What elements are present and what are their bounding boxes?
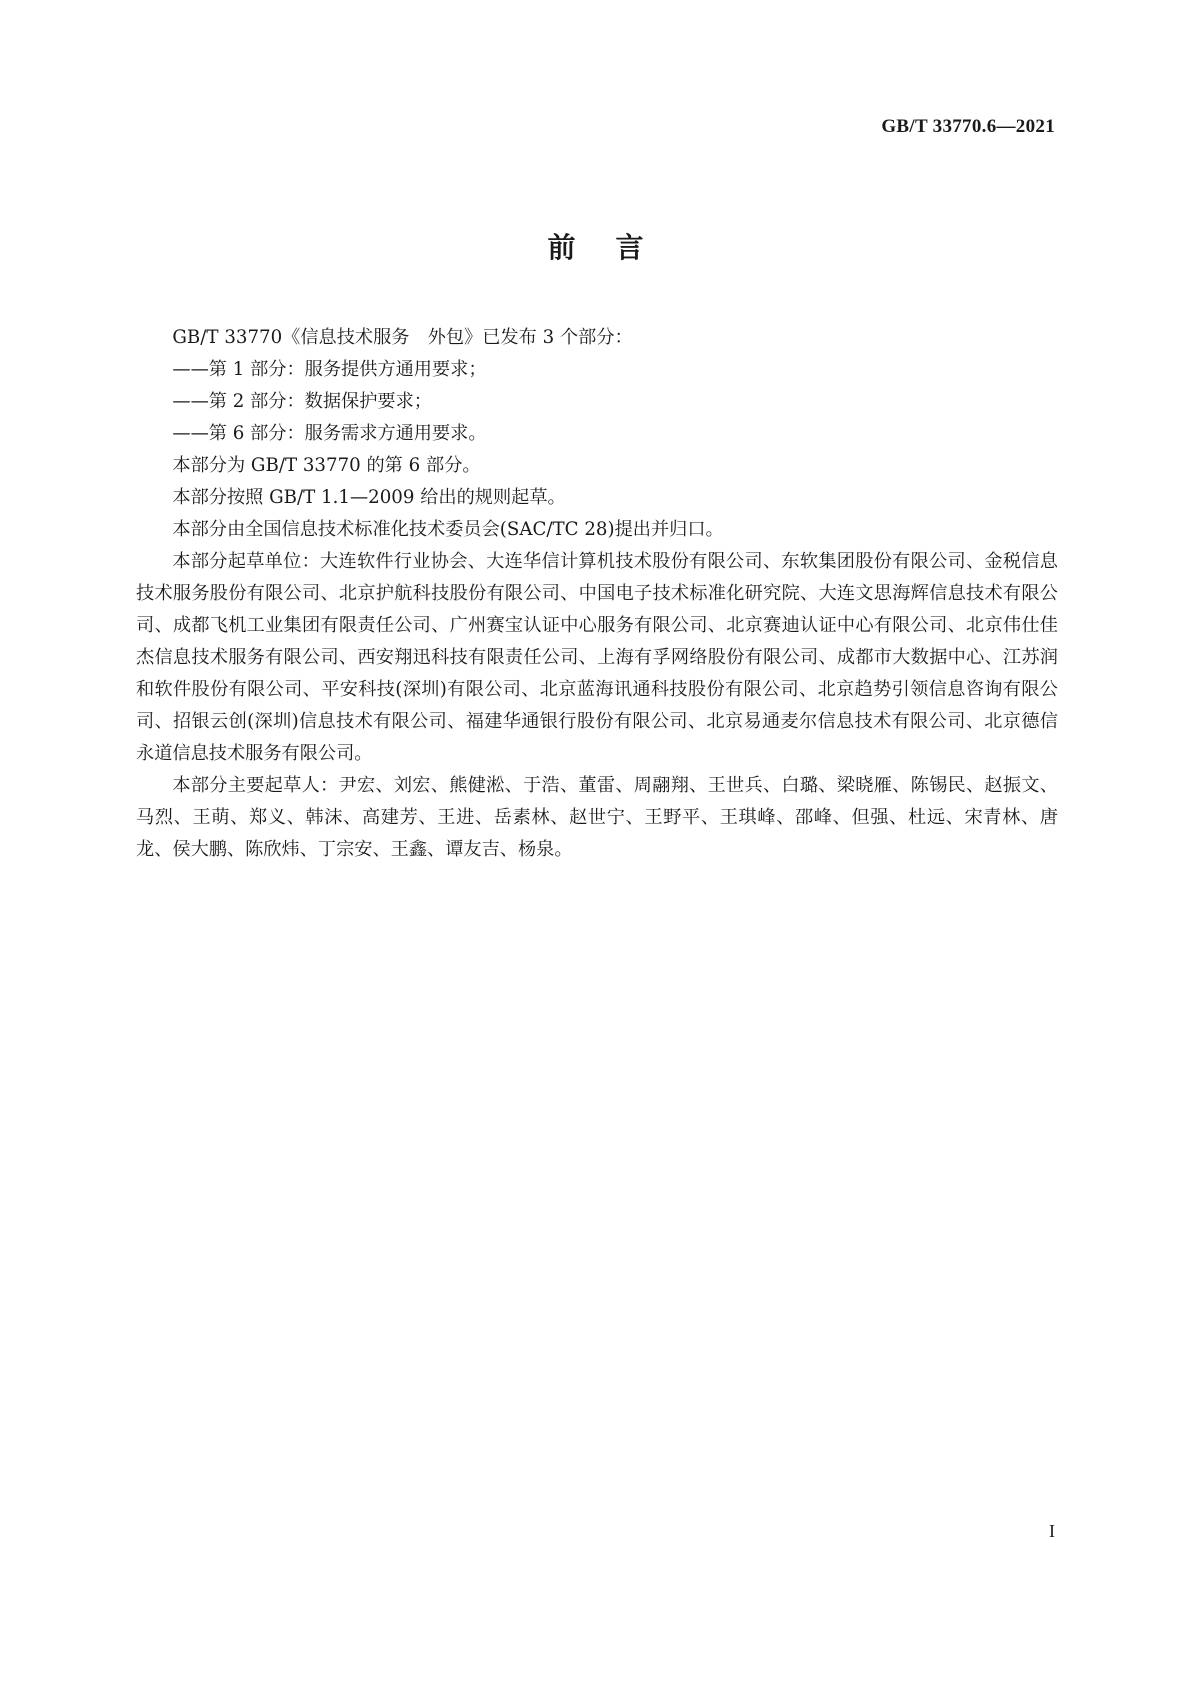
page-number: I <box>1049 1521 1055 1541</box>
standard-number: GB/T 33770.6—2021 <box>881 116 1055 137</box>
foreword-body <box>136 322 1058 866</box>
paragraph-part-2: ——第 2 部分：数据保护要求； <box>172 391 432 412</box>
paragraph-drafters: 本部分主要起草人：尹宏、刘宏、熊健淞、于浩、董雷、周翮翔、王世兵、白璐、梁晓雁、陈锡民、赵振文、马烈、王萌、郑义、韩沫、高建芳、王进、岳素林、赵世宁、王野平、王琪峰、邵峰、但强、杜远、宋青林、唐龙、侯大鹏、陈欣炜、丁宗安、王鑫、谭友吉、杨泉。 <box>136 775 1058 860</box>
page-title: 前言 <box>547 231 684 264</box>
paragraph-drafting-rules: 本部分按照 GB/T 1.1—2009 给出的规则起草。 <box>172 487 566 508</box>
paragraph-parts-intro: GB/T 33770《信息技术服务 外包》已发布 3 个部分： <box>172 327 633 348</box>
paragraph-drafting-units: 本部分起草单位：大连软件行业协会、大连华信计算机技术股份有限公司、东软集团股份有限公司、金税信息技术服务股份有限公司、北京护航科技股份有限公司、中国电子技术标准化研究院、大连文思海辉信息技术有限公司、成都飞机工业集团有限责任公司、广州赛宝认证中心服务有限公司、北京赛迪认证中心有限公司、北京伟仕佳杰信息技术服务有限公司、西安翔迅科技有限责任公司、上海有孚网络股份有限公司、成都市大数据中心、江苏润和软件股份有限公司、平安科技(深圳)有限公司、北京蓝海讯通科技股份有限公司、北京趋势引领信息咨询有限公司、招银云创(深圳)信息技术有限公司、福建华通银行股份有限公司、北京易通麦尔信息技术有限公司、北京德信永道信息技术服务有限公司。 <box>136 551 1058 764</box>
paragraph-proposed-by: 本部分由全国信息技术标准化技术委员会(SAC/TC 28)提出并归口。 <box>172 519 724 540</box>
paragraph-part-6: ——第 6 部分：服务需求方通用要求。 <box>172 423 487 444</box>
paragraph-part-1: ——第 1 部分：服务提供方通用要求； <box>172 359 487 380</box>
paragraph-this-part: 本部分为 GB/T 33770 的第 6 部分。 <box>172 455 481 476</box>
